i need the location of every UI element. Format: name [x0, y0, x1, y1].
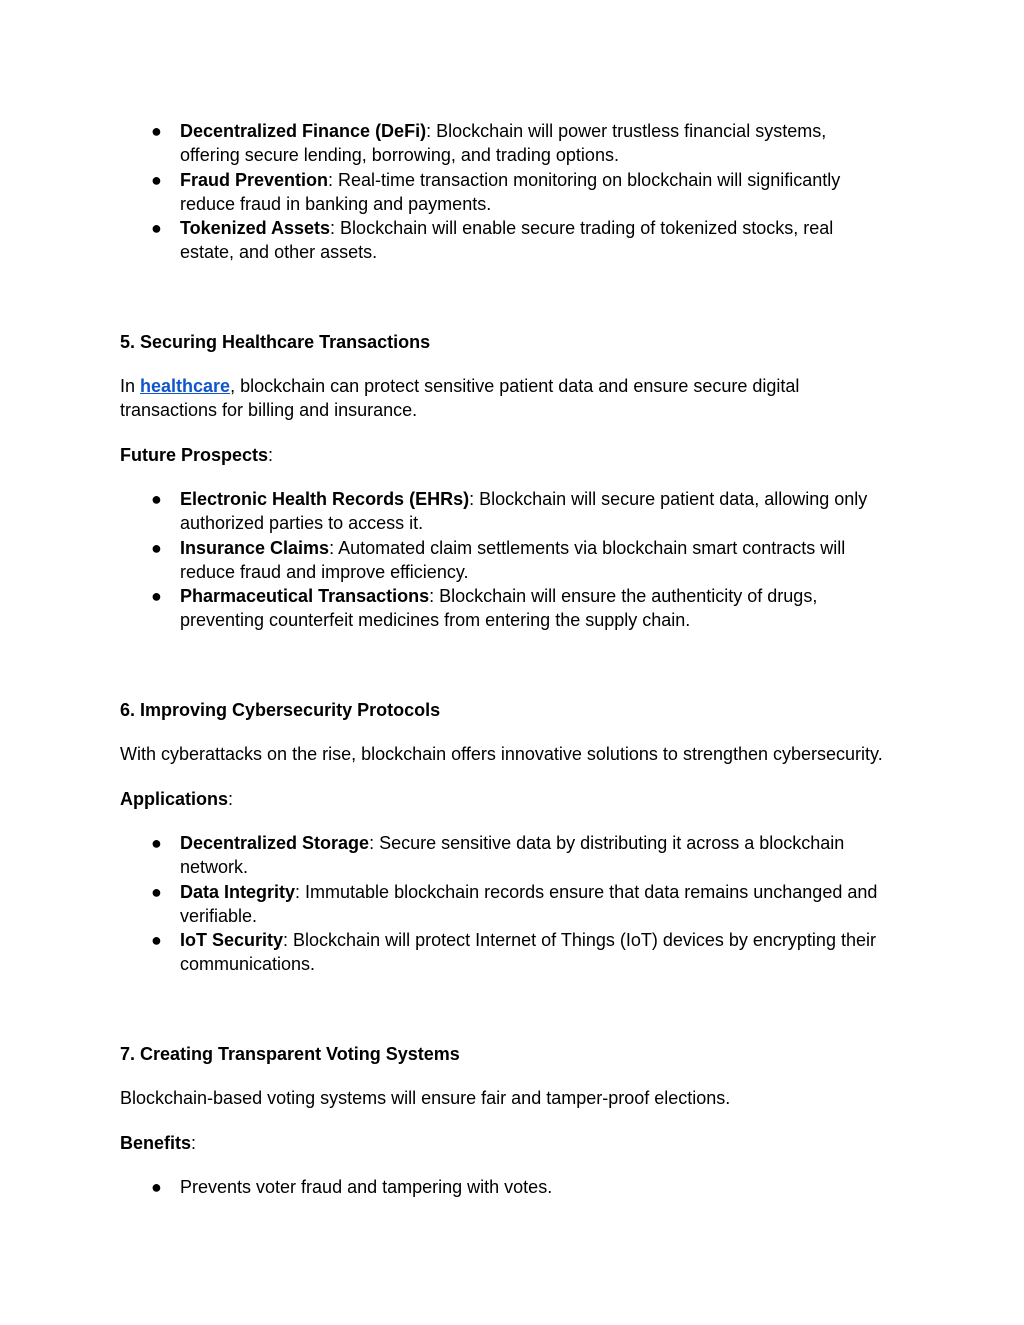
subsection-label: [120, 787, 233, 811]
subsection-colon: :: [268, 445, 274, 465]
list-item-continuation: verifiable.: [180, 906, 258, 926]
list-item-line: [180, 880, 877, 904]
bullet-glyph: ●: [151, 538, 162, 558]
list-item-line: [180, 168, 840, 192]
bullet-glyph: ●: [151, 1177, 162, 1197]
list-item-text: : Blockchain will ensure the authenticity of drugs,: [429, 586, 818, 606]
section-intro-line: [120, 374, 799, 398]
list-item-line: [180, 584, 817, 608]
list-item-continuation: offering secure lending, borrowing, and trading options.: [180, 145, 619, 165]
list-item-line: [180, 928, 876, 952]
section-heading: 6. Improving Cybersecurity Protocols: [120, 700, 441, 720]
bullet-glyph: ●: [151, 930, 162, 950]
bullet-glyph: ●: [151, 170, 162, 190]
list-item-continuation: estate, and other assets.: [180, 242, 378, 262]
section-intro: With cyberattacks on the rise, blockchain offers innovative solutions to strengthen cybersecurity.: [120, 744, 883, 764]
section-heading: 7. Creating Transparent Voting Systems: [120, 1044, 460, 1064]
section-heading: 5. Securing Healthcare Transactions: [120, 332, 431, 352]
list-item-term: Pharmaceutical Transactions: [180, 586, 430, 606]
list-item-text: : Automated claim settlements via blockchain smart contracts will: [329, 538, 846, 558]
list-item-term: Data Integrity: [180, 882, 296, 902]
list-item-line: [180, 487, 867, 511]
bullet-glyph: ●: [151, 833, 162, 853]
intro-text: , blockchain can protect sensitive patient data and ensure secure digital: [230, 376, 800, 396]
list-item-text: Prevents voter fraud and tampering with votes.: [180, 1177, 553, 1197]
bullet-glyph: ●: [151, 882, 162, 902]
list-item-term: Decentralized Storage: [180, 833, 370, 853]
list-item-continuation: reduce fraud in banking and payments.: [180, 194, 492, 214]
intro-prefix: In: [120, 376, 141, 396]
subsection-label-text: Future Prospects: [120, 445, 269, 465]
bullet-glyph: ●: [151, 586, 162, 606]
list-item-continuation: network.: [180, 857, 249, 877]
list-item-term: Insurance Claims: [180, 538, 330, 558]
list-item-continuation: authorized parties to access it.: [180, 513, 424, 533]
list-item-term: IoT Security: [180, 930, 284, 950]
subsection-colon: :: [228, 789, 234, 809]
subsection-label: [120, 1131, 196, 1155]
subsection-label-text: Applications: [120, 789, 229, 809]
list-item-line: [180, 119, 826, 143]
section-intro-continuation: transactions for billing and insurance.: [120, 400, 418, 420]
section-intro: Blockchain-based voting systems will ensure fair and tamper-proof elections.: [120, 1088, 731, 1108]
list-item-text: : Real-time transaction monitoring on blockchain will significantly: [328, 170, 841, 190]
subsection-colon: :: [191, 1133, 197, 1153]
subsection-label: [120, 443, 273, 467]
list-item-continuation: preventing counterfeit medicines from entering the supply chain.: [180, 610, 691, 630]
list-item-line: [180, 536, 845, 560]
list-item-text: : Secure sensitive data by distributing it across a blockchain: [369, 833, 845, 853]
list-item-term: Decentralized Finance (DeFi): [180, 121, 427, 141]
list-item-term: Electronic Health Records (EHRs): [180, 489, 470, 509]
list-item-term: Fraud Prevention: [180, 170, 329, 190]
list-item-term: Tokenized Assets: [180, 218, 331, 238]
list-item-text: : Blockchain will enable secure trading of tokenized stocks, real: [330, 218, 834, 238]
list-item-line: [180, 216, 833, 240]
list-item-continuation: communications.: [180, 954, 316, 974]
list-item-text: : Blockchain will power trustless financial systems,: [426, 121, 827, 141]
list-item-text: : Blockchain will protect Internet of Things (IoT) devices by encrypting their: [283, 930, 876, 950]
bullet-glyph: ●: [151, 218, 162, 238]
list-item-text: : Immutable blockchain records ensure that data remains unchanged and: [295, 882, 878, 902]
list-item-text: : Blockchain will secure patient data, allowing only: [469, 489, 868, 509]
list-item-line: [180, 831, 844, 855]
list-item-continuation: reduce fraud and improve efficiency.: [180, 562, 469, 582]
bullet-glyph: ●: [151, 489, 162, 509]
bullet-glyph: ●: [151, 121, 162, 141]
healthcare-link[interactable]: healthcare: [140, 376, 231, 396]
subsection-label-text: Benefits: [120, 1133, 192, 1153]
